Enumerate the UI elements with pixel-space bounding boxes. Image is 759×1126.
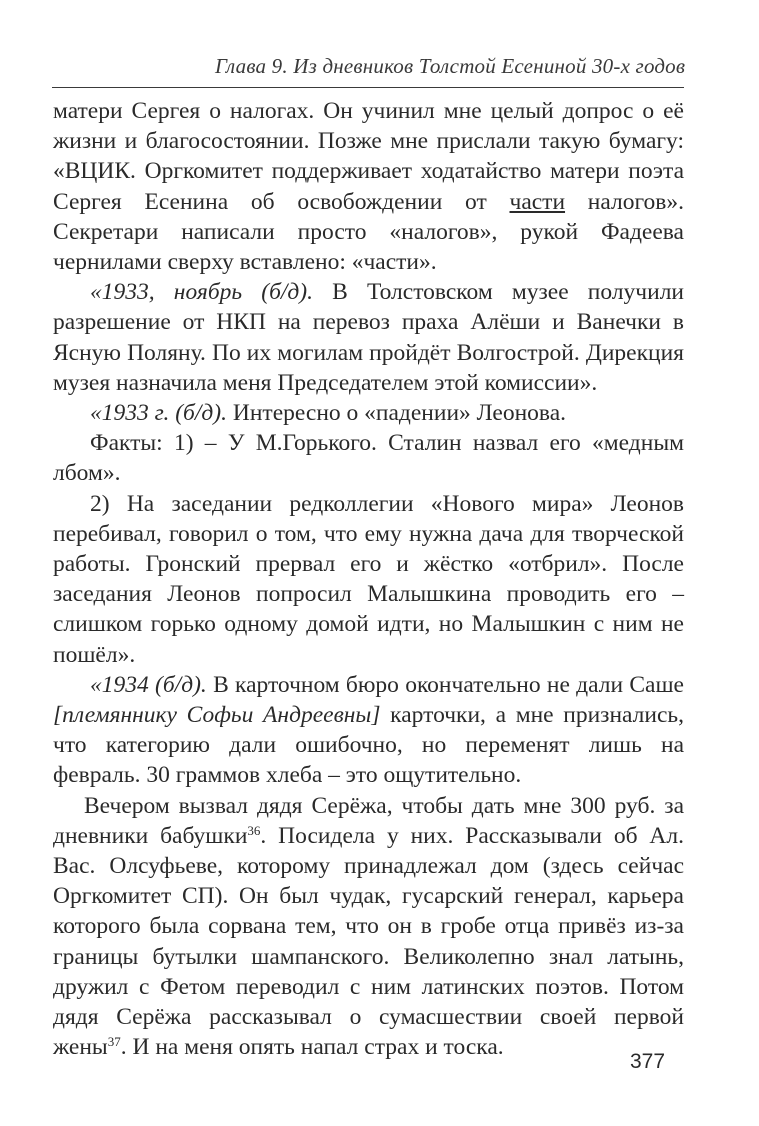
text-run: Вечером вызвал дядя Серёжа, чтобы дать мне 300 руб. за дневники бабушки <box>53 792 684 849</box>
page-number: 377 <box>630 1050 666 1073</box>
text-run: В карточном бюро окончательно не дали Саше <box>206 671 684 698</box>
page-body <box>53 96 684 1063</box>
text-run: Факты: 1) – У М.Горького. Сталин назвал его «медным лбом». <box>53 430 684 487</box>
text-run: карточки, а мне признались, что категорию дали ошибочно, но переменят лишь на февраль. 30 граммов хлеба – это ощутительно. <box>53 702 684 789</box>
paragraph <box>53 96 684 277</box>
text-run: 2) На заседании редколлегии «Нового мира» Леонов перебивал, говорил о том, что ему нужна дача для творческой работы. Гронский прервал его и жёстко «отбрил». После заседания Леонов попросил Малышкина проводить его – слишком горько одному домой идти, но Малышкин с ним не пошёл». <box>53 490 684 668</box>
paragraph <box>53 398 684 428</box>
text-run: Интересно о «падении» Леонова. <box>227 400 567 427</box>
footnote-ref: 36 <box>247 822 261 838</box>
underlined-run: части <box>509 188 566 215</box>
paragraph <box>53 489 684 670</box>
italic-run: «1933 г. (б/д). <box>90 400 227 427</box>
header-rule <box>52 87 684 88</box>
text-run: . Посидела у них. Рассказывали об Ал. Вас. Олсуфьеве, которому принадлежал дом (здесь сейчас Оргкомитет СП). Он был чудак, гусарский генерал, карьера которого была сорвана тем, что он в гробе отца привёз из-за границы бутылки шампанского. Великолепно знал латынь, дружил с Фетом переводил с ним латинских поэтов. Потом дядя Серёжа рассказывал о сумасшествии своей первой жены <box>53 822 684 1061</box>
paragraph <box>53 791 684 1063</box>
running-header: Глава 9. Из дневников Толстой Есениной 30-х годов <box>215 54 686 78</box>
paragraph <box>53 428 684 488</box>
text-run: В Толстовском музее получили разрешение от НКП на перевоз праха Алёши и Ванечки в Ясную Поляну. По их могилам пройдёт Волгострой. Дирекция музея назначила меня Председателем этой комиссии». <box>53 279 684 396</box>
italic-run: [племяннику Софьи Андреевны] <box>53 702 381 729</box>
text-run: налогов». Секретари написали просто «налогов», рукой Фадеева чернилами сверху вставлено: «части». <box>53 188 685 276</box>
footnote-ref: 37 <box>107 1034 121 1050</box>
italic-run: «1933, ноябрь (б/д). <box>90 279 314 306</box>
text-run: матери Сергея о налогах. Он учинил мне целый допрос о её жизни и благосостоянии. Позже мне прислали такую бумагу: «ВЦИК. Оргкомитет поддерживает ходатайство матери поэта Сергея Есенина об освобождении от <box>53 98 684 215</box>
italic-run: «1934 (б/д). <box>90 671 207 698</box>
text-run: . И на меня опять напал страх и тоска. <box>120 1034 504 1061</box>
paragraph <box>53 277 684 398</box>
paragraph <box>53 670 684 791</box>
